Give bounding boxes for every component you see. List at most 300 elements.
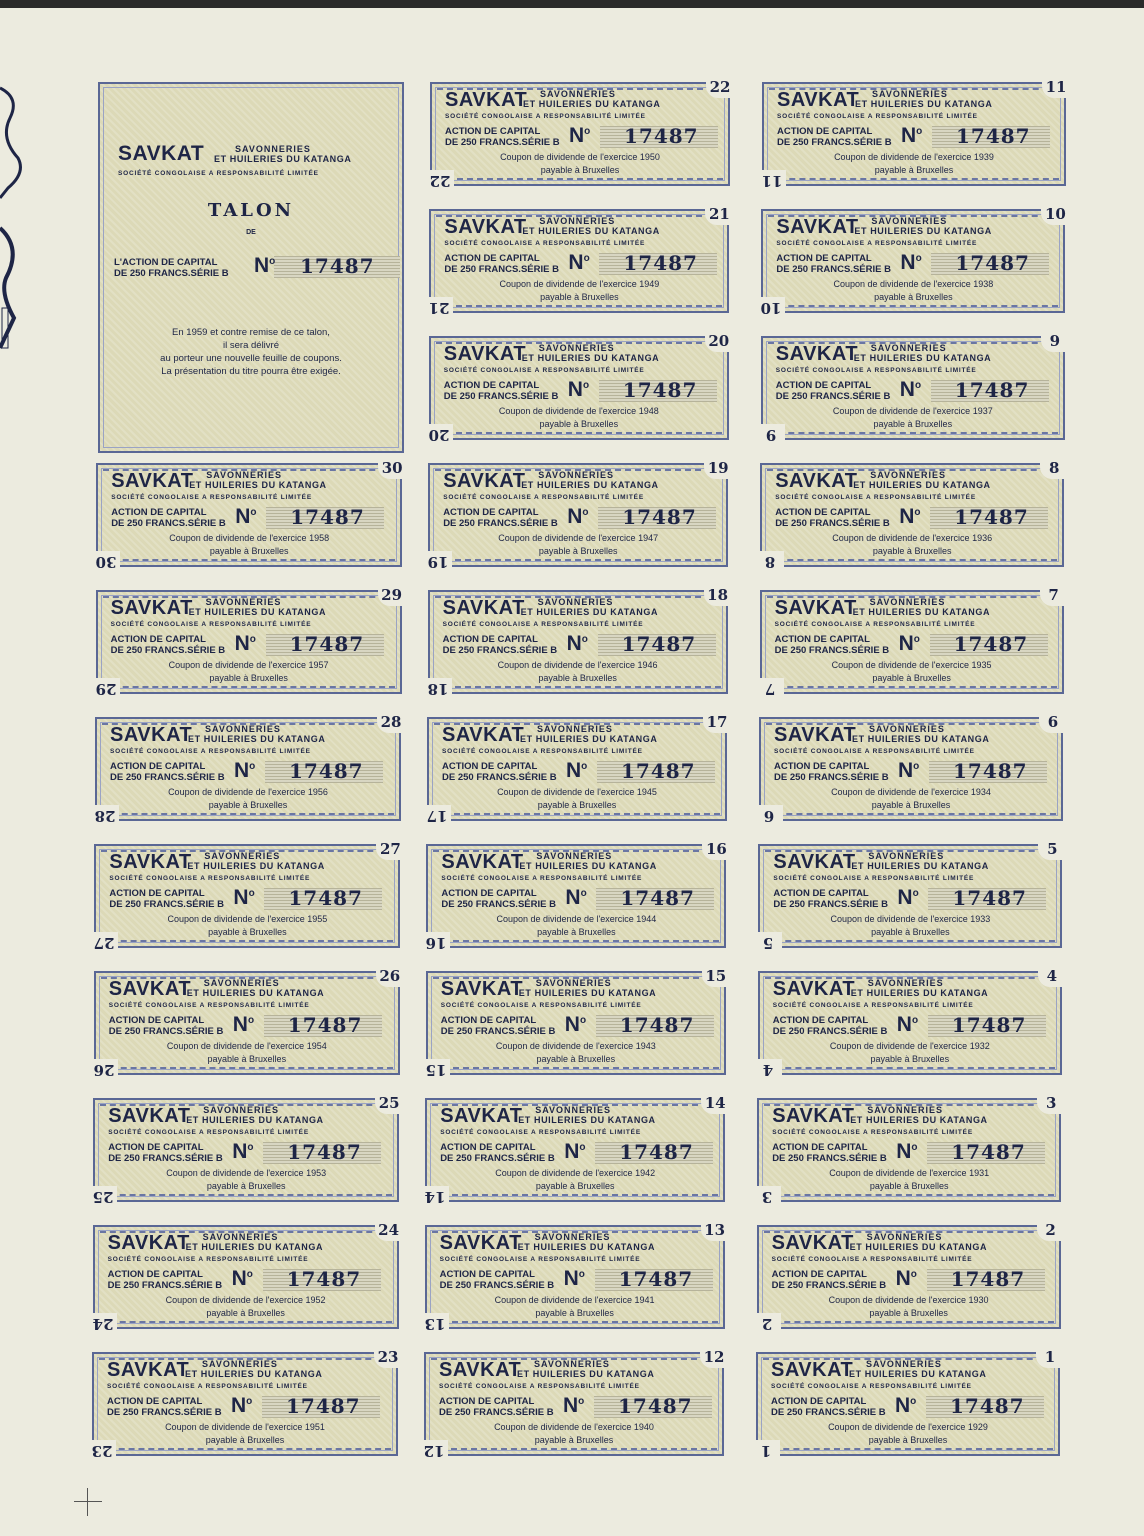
coupon-year: 1930 [968,1295,989,1305]
certificate-number: 17487 [289,759,364,783]
coupon-dividend-line: Coupon de dividende de l'exercice 1940 [494,1422,654,1432]
coupon-year: 1933 [970,914,991,924]
talon-notice-line: au porteur une nouvelle feuille de coupons. [160,353,342,364]
coupon-year: 1957 [308,660,329,670]
company-legal-form: SOCIÉTÉ CONGOLAISE A RESPONSABILITÉ LIMITÉE [111,494,312,501]
coupon-number-inverted: 5 [754,932,782,954]
action-label-line1: ACTION DE CAPITAL [774,634,870,645]
company-legal-form: SOCIÉTÉ CONGOLAISE A RESPONSABILITÉ LIMITÉE [442,621,644,628]
number-sign: $N^o$ [564,1140,586,1163]
certificate-number: 17487 [288,886,363,910]
dividend-coupon [91,1348,399,1460]
company-name-line2: ET HUILERIES DU KATANGA [853,480,991,490]
action-label-line1: ACTION DE CAPITAL [111,507,207,518]
number-sign: $N^o$ [234,632,256,655]
coupon-year: 1948 [638,406,659,416]
coupon-year: 1938 [973,279,994,289]
brand-logo: SAVKAT [774,724,857,746]
number-sign: $N^o$ [567,505,589,528]
coupon-dividend-line: Coupon de dividende de l'exercice 1937 [832,406,993,416]
certificate-number: 17487 [953,759,1028,783]
coupon-dividend-line: Coupon de dividende de l'exercice 1935 [831,660,992,670]
coupon-year: 1945 [636,787,657,797]
action-label-line2: DE 250 FRANCS.SÉRIE B [772,1026,888,1037]
coupon-number: 15 [702,965,730,987]
action-label-line2: DE 250 FRANCS.SÉRIE B [774,772,889,783]
coupon-dividend-line: Coupon de dividende de l'exercice 1939 [834,152,994,162]
dividend-coupon [761,332,1065,444]
talon-notice-line: La présentation du titre pourra être exigée. [161,366,341,377]
certificate-number: 17487 [623,251,698,275]
action-label-line1: ACTION DE CAPITAL [443,507,539,518]
action-label-line2: DE 250 FRANCS.SÉRIE B [442,645,558,656]
company-name-line2: ET HUILERIES DU KATANGA [186,1115,324,1125]
dividend-coupon [759,713,1063,825]
coupon-payable-line: payable à Bruxelles [537,927,616,937]
coupon-year: 1953 [306,1168,327,1178]
coupon-dividend-line: Coupon de dividende de l'exercice 1938 [833,279,994,289]
dividend-coupon [428,205,730,317]
coupon-number-inverted: 17 [423,805,451,827]
coupon-year: 1935 [971,660,992,670]
brand-logo: SAVKAT [441,851,524,873]
coupon-number: 7 [1040,584,1068,606]
certificate-number: 17487 [955,251,1030,275]
company-legal-form: SOCIÉTÉ CONGOLAISE A RESPONSABILITÉ LIMITÉE [107,1256,309,1263]
number-sign: $N^o$ [233,886,255,909]
coupon-dividend-line: Coupon de dividende de l'exercice 1954 [166,1041,327,1051]
coupon-number-inverted: 13 [421,1313,449,1335]
dividend-coupon [760,459,1064,571]
action-label-line1: ACTION DE CAPITAL [776,253,872,264]
certificate-number: 17487 [952,886,1027,910]
coupon-number: 18 [704,584,732,606]
action-label-line1: ACTION DE CAPITAL [109,888,205,899]
coupon-payable-line: payable à Bruxelles [209,673,288,683]
coupon-number: 3 [1037,1092,1065,1114]
company-legal-form: SOCIÉTÉ CONGOLAISE A RESPONSABILITÉ LIMITÉE [439,1383,640,1390]
coupon-year: 1937 [972,406,993,416]
number-sign: $N^o$ [234,759,256,782]
coupon-year: 1942 [635,1168,656,1178]
coupon-number: 14 [701,1092,729,1114]
company-legal-form: SOCIÉTÉ CONGOLAISE A RESPONSABILITÉ LIMITÉE [110,748,311,755]
certificate-number: 17487 [286,1394,361,1418]
action-label-line2: DE 250 FRANCS.SÉRIE B [775,391,891,402]
action-label-line1: ACTION DE CAPITAL [439,1269,535,1280]
company-legal-form: SOCIÉTÉ CONGOLAISE A RESPONSABILITÉ LIMITÉE [772,1002,974,1009]
company-name-line1: SAVONNERIES [869,597,946,607]
coupon-number-inverted: 4 [754,1059,782,1081]
company-legal-form: SOCIÉTÉ CONGOLAISE A RESPONSABILITÉ LIMITÉE [108,1002,310,1009]
brand-logo: SAVKAT [777,89,860,111]
left-ornament-fragment [0,78,26,378]
coupon-year: 1955 [307,914,328,924]
action-label-line2: DE 250 FRANCS.SÉRIE B [774,645,890,656]
certificate-number: 17487 [290,505,365,529]
company-legal-form: SOCIÉTÉ CONGOLAISE A RESPONSABILITÉ LIMITÉE [774,621,976,628]
coupon-dividend-line: Coupon de dividende de l'exercice 1958 [169,533,330,543]
coupon-number: 19 [704,457,732,479]
company-name-line1: SAVONNERIES [540,89,616,99]
talon-notice-line: En 1959 et contre remise de ce talon, [172,327,330,338]
coupon-number: 13 [701,1219,729,1241]
coupon-number-inverted: 28 [91,805,119,827]
number-sign: $N^o$ [232,1013,255,1036]
brand-logo: SAVKAT [444,216,527,238]
talon-stub [98,82,404,453]
brand-logo: SAVKAT [110,597,193,619]
company-name-line1: SAVONNERIES [869,724,945,734]
coupon-number-inverted: 11 [758,170,786,192]
certificate-number: 17487 [953,632,1029,656]
coupon-number: 9 [1041,330,1069,352]
number-sign: $N^o$ [900,251,922,274]
coupon-number-inverted: 9 [757,424,785,446]
company-name-line1: SAVONNERIES [872,89,948,99]
action-label-line1: ACTION DE CAPITAL [444,253,540,264]
certificate-number: 17487 [621,759,696,783]
company-legal-form: SOCIÉTÉ CONGOLAISE A RESPONSABILITÉ LIMITÉE [441,875,643,882]
company-name-line2: ET HUILERIES DU KATANGA [517,1369,655,1379]
action-label-line2: DE 250 FRANCS.SÉRIE B [108,1153,223,1164]
company-name-line1: SAVONNERIES [205,597,282,607]
coupon-payable-line: payable à Bruxelles [538,673,617,683]
company-legal-form: SOCIÉTÉ CONGOLAISE A RESPONSABILITÉ LIMITÉE [118,170,319,177]
certificate-number: 17487 [618,1267,694,1291]
action-label-line2: DE 250 FRANCS.SÉRIE B [111,518,226,529]
coupon-payable-line: payable à Bruxelles [869,1308,948,1318]
dividend-coupon [760,205,1066,317]
coupon-dividend-line: Coupon de dividende de l'exercice 1929 [828,1422,988,1432]
action-label-line1: ACTION DE CAPITAL [108,1142,204,1153]
company-name-line2: ET HUILERIES DU KATANGA [853,353,992,363]
company-legal-form: SOCIÉTÉ CONGOLAISE A RESPONSABILITÉ LIMITÉE [109,875,311,882]
coupon-payable-line: payable à Bruxelles [535,1308,614,1318]
company-name-line1: SAVONNERIES [866,1359,942,1369]
brand-logo: SAVKAT [773,851,856,873]
company-name-line1: SAVONNERIES [867,1105,944,1115]
action-label-line2: DE 250 FRANCS.SÉRIE B [439,1407,554,1418]
coupon-payable-line: payable à Bruxelles [872,546,952,556]
company-name-line2: ET HUILERIES DU KATANGA [850,1115,988,1125]
number-sign: $N^o$ [254,254,276,277]
coupon-year: 1943 [635,1041,656,1051]
action-label-line1: ACTION DE CAPITAL [108,1015,205,1026]
action-label-line1: ACTION DE CAPITAL [773,888,869,899]
action-label-line2: DE 250 FRANCS.SÉRIE B [772,1153,887,1164]
action-label-line2: DE 250 FRANCS.SÉRIE B [442,772,557,783]
coupon-number: 22 [706,76,734,98]
coupon-year: 1941 [634,1295,655,1305]
brand-logo: SAVKAT [445,89,528,111]
brand-logo: SAVKAT [442,597,525,619]
coupon-payable-line: payable à Bruxelles [871,927,950,937]
coupon-payable-line: payable à Bruxelles [208,927,287,937]
coupon-number: 29 [378,584,406,606]
action-label-line2: DE 250 FRANCS.SÉRIE B [439,1280,555,1291]
coupon-dividend-line: Coupon de dividende de l'exercice 1930 [828,1295,989,1305]
action-label-line1: ACTION DE CAPITAL [771,1269,867,1280]
certificate-number: 17487 [287,1140,362,1164]
coupon-dividend-line: Coupon de dividende de l'exercice 1956 [168,787,328,797]
company-legal-form: SOCIÉTÉ CONGOLAISE A RESPONSABILITÉ LIMITÉE [771,1256,973,1263]
brand-logo: SAVKAT [108,978,192,1000]
company-name-line1: SAVONNERIES [535,1105,612,1115]
action-label-line1: ACTION DE CAPITAL [110,761,206,772]
coupon-payable-line: payable à Bruxelles [873,419,953,429]
coupon-number-inverted: 23 [88,1440,116,1462]
number-sign: $N^o$ [563,1394,585,1417]
company-name-line2: ET HUILERIES DU KATANGA [186,988,325,998]
coupon-number: 20 [705,330,733,352]
number-sign: $N^o$ [899,505,921,528]
coupon-year: 1931 [969,1168,990,1178]
coupon-number-inverted: 20 [425,424,453,446]
certificate-number: 17487 [956,124,1031,148]
action-label-line1: ACTION DE CAPITAL [772,1142,868,1153]
number-sign: $N^o$ [899,378,922,401]
company-name-line2: ET HUILERIES DU KATANGA [518,988,657,998]
company-legal-form: SOCIÉTÉ CONGOLAISE A RESPONSABILITÉ LIMITÉE [444,240,646,247]
action-label-line1: ACTION DE CAPITAL [775,380,872,391]
coupon-dividend-line: Coupon de dividende de l'exercice 1934 [831,787,991,797]
certificate-number: 17487 [622,505,697,529]
coupon-payable-line: payable à Bruxelles [207,1054,287,1064]
company-name-line1: SAVONNERIES [205,724,281,734]
coupon-payable-line: payable à Bruxelles [535,1181,615,1191]
talon-title: TALON [207,200,295,221]
coupon-payable-line: payable à Bruxelles [205,1435,285,1445]
brand-logo: SAVKAT [775,470,858,492]
coupon-payable-line: payable à Bruxelles [874,292,953,302]
number-sign: $N^o$ [231,1267,253,1290]
company-name-line1: SAVONNERIES [203,1105,280,1115]
coupon-dividend-line: Coupon de dividende de l'exercice 1944 [496,914,657,924]
certificate-number: 17487 [950,1267,1026,1291]
company-legal-form: SOCIÉTÉ CONGOLAISE A RESPONSABILITÉ LIMITÉE [771,1383,972,1390]
action-label-line1: ACTION DE CAPITAL [107,1269,203,1280]
number-sign: $N^o$ [895,1267,917,1290]
coupon-dividend-line: Coupon de dividende de l'exercice 1931 [829,1168,990,1178]
company-name-line1: SAVONNERIES [870,470,947,480]
number-sign: $N^o$ [896,1140,918,1163]
dividend-coupon [758,967,1062,1079]
coupon-payable-line: payable à Bruxelles [206,1181,286,1191]
coupon-year: 1952 [305,1295,326,1305]
company-name-line1: SAVONNERIES [539,216,616,226]
action-label-line1: ACTION DE CAPITAL [442,761,538,772]
talon-notice [100,326,402,378]
coupon-payable-line: payable à Bruxelles [870,1054,950,1064]
coupon-number-inverted: 14 [421,1186,449,1208]
coupon-number: 5 [1038,838,1066,860]
action-label-line2: DE 250 FRANCS.SÉRIE B [107,1280,223,1291]
dividend-coupon [93,967,401,1079]
number-sign: $N^o$ [898,759,920,782]
coupon-number-inverted: 2 [753,1313,781,1335]
dividend-coupon [426,713,728,825]
talon-notice-line: il sera délivré [223,340,279,351]
number-sign: $N^o$ [567,378,590,401]
coupon-number: 23 [374,1346,402,1368]
coupon-payable-line: payable à Bruxelles [209,546,289,556]
talon-de: DE [246,229,256,236]
coupon-number-inverted: 7 [756,678,784,700]
brand-logo: SAVKAT [109,851,192,873]
dividend-coupon [427,586,729,698]
coupon-number: 16 [702,838,730,860]
company-name-line1: SAVONNERIES [204,851,281,861]
action-label-line2: DE 250 FRANCS.SÉRIE B [108,1026,224,1037]
coupon-dividend-line: Coupon de dividende de l'exercice 1932 [829,1041,990,1051]
certificate-number: 17487 [619,1013,695,1037]
company-name-line2: ET HUILERIES DU KATANGA [849,1242,988,1252]
coupon-dividend-line: Coupon de dividende de l'exercice 1957 [168,660,329,670]
coupon-number: 25 [375,1092,403,1114]
action-label-line1: ACTION DE CAPITAL [774,761,870,772]
company-name-line2: ET HUILERIES DU KATANGA [185,1242,324,1252]
company-name-line1: SAVONNERIES [538,343,615,353]
dividend-coupon [757,1094,1061,1206]
coupon-number: 17 [703,711,731,733]
company-name-line2: ET HUILERIES DU KATANGA [188,607,327,617]
coupon-payable-line: payable à Bruxelles [539,419,619,429]
number-sign: $N^o$ [898,632,920,655]
coupon-payable-line: payable à Bruxelles [534,1435,614,1445]
coupon-number: 4 [1038,965,1066,987]
brand-logo: SAVKAT [774,597,857,619]
action-label-line1: ACTION DE CAPITAL [771,1396,867,1407]
coupon-number-inverted: 27 [90,932,118,954]
brand-logo: SAVKAT [771,1359,854,1381]
action-label-line1: ACTION DE CAPITAL [445,126,541,137]
company-name-line1: SAVONNERIES [235,144,311,154]
company-name-line2: ET HUILERIES DU KATANGA [517,1242,656,1252]
number-sign: $N^o$ [901,124,923,147]
action-label-line1: ACTION DE CAPITAL [439,1396,535,1407]
coupon-number-inverted: 15 [422,1059,450,1081]
coupon-dividend-line: Coupon de dividende de l'exercice 1947 [498,533,659,543]
coupon-payable-line: payable à Bruxelles [537,800,617,810]
company-name-line2: ET HUILERIES DU KATANGA [187,861,325,871]
action-label-line1: ACTION DE CAPITAL [772,1015,869,1026]
coupon-year: 1934 [970,787,991,797]
action-label-line1: L'ACTION DE CAPITAL [114,257,218,268]
company-name-line2: ET HUILERIES DU KATANGA [185,1369,323,1379]
coupon-number-inverted: 25 [89,1186,117,1208]
coupon-number: 28 [377,711,405,733]
coupon-number: 2 [1037,1219,1065,1241]
coupon-number-inverted: 18 [424,678,452,700]
number-sign: $N^o$ [897,886,919,909]
coupon-payable-line: payable à Bruxelles [874,165,954,175]
coupon-year: 1932 [969,1041,990,1051]
coupon-year: 1949 [639,279,660,289]
action-label-line2: DE 250 FRANCS.SÉRIE B [445,137,560,148]
coupon-number-inverted: 29 [92,678,120,700]
company-name-line2: ET HUILERIES DU KATANGA [523,99,661,109]
dividend-coupon [95,459,403,571]
company-name-line2: ET HUILERIES DU KATANGA [518,1115,656,1125]
company-name-line2: ET HUILERIES DU KATANGA [520,734,658,744]
company-name-line1: SAVONNERIES [536,851,613,861]
certificate-number: 17487 [954,505,1029,529]
action-label-line1: ACTION DE CAPITAL [443,380,540,391]
dividend-coupon [760,586,1064,698]
coupon-payable-line: payable à Bruxelles [540,292,619,302]
brand-logo: SAVKAT [775,343,859,365]
crop-mark-icon [74,1488,102,1516]
company-legal-form: SOCIÉTÉ CONGOLAISE A RESPONSABILITÉ LIMITÉE [773,875,975,882]
coupon-dividend-line: Coupon de dividende de l'exercice 1950 [500,152,660,162]
company-name-line1: SAVONNERIES [870,343,947,353]
dividend-coupon [95,586,403,698]
company-name-line1: SAVONNERIES [206,470,283,480]
coupon-payable-line: payable à Bruxelles [536,1054,616,1064]
company-name-line1: SAVONNERIES [537,597,614,607]
company-legal-form: SOCIÉTÉ CONGOLAISE A RESPONSABILITÉ LIMITÉE [110,621,312,628]
company-name-line1: SAVONNERIES [867,978,944,988]
dividend-coupon [423,1348,725,1460]
number-sign: $N^o$ [231,1394,253,1417]
action-label-line1: ACTION DE CAPITAL [440,1015,537,1026]
number-sign: $N^o$ [895,1394,917,1417]
certificate-number: 17487 [954,378,1030,402]
company-legal-form: SOCIÉTÉ CONGOLAISE A RESPONSABILITÉ LIMITÉE [443,494,644,501]
certificate-number: 17487 [951,1140,1026,1164]
certificate-number: 17487 [622,378,698,402]
company-name-line1: SAVONNERIES [868,851,945,861]
action-label-line2: DE 250 FRANCS.SÉRIE B [440,1026,556,1037]
coupon-number: 8 [1040,457,1068,479]
dividend-coupon [756,1348,1060,1460]
action-label-line2: DE 250 FRANCS.SÉRIE B [776,264,891,275]
action-label-line2: DE 250 FRANCS.SÉRIE B [110,645,226,656]
coupon-payable-line: payable à Bruxelles [208,800,288,810]
brand-logo: SAVKAT [111,470,194,492]
coupon-number-inverted: 8 [756,551,784,573]
coupon-number: 11 [1042,76,1070,98]
company-name-line2: ET HUILERIES DU KATANGA [521,480,659,490]
coupon-number-inverted: 26 [90,1059,118,1081]
certificate-number: 17487 [621,632,697,656]
company-legal-form: SOCIÉTÉ CONGOLAISE A RESPONSABILITÉ LIMITÉE [439,1256,641,1263]
number-sign: $N^o$ [563,1267,585,1290]
company-name-line1: SAVONNERIES [538,470,615,480]
brand-logo: SAVKAT [776,216,859,238]
coupon-dividend-line: Coupon de dividende de l'exercice 1949 [499,279,660,289]
company-name-line2: ET HUILERIES DU KATANGA [519,861,657,871]
coupon-dividend-line: Coupon de dividende de l'exercice 1945 [497,787,657,797]
company-name-line2: ET HUILERIES DU KATANGA [214,154,352,164]
company-name-line1: SAVONNERIES [534,1359,610,1369]
number-sign: $N^o$ [569,124,591,147]
company-name-line1: SAVONNERIES [202,1232,279,1242]
action-label-line2: DE 250 FRANCS.SÉRIE B [441,899,556,910]
coupon-payable-line: payable à Bruxelles [538,546,618,556]
dividend-coupon [429,78,731,190]
dividend-coupon [758,840,1062,952]
certificate-number: 17487 [300,254,375,278]
company-name-line1: SAVONNERIES [537,724,613,734]
number-sign: $N^o$ [568,251,590,274]
coupon-number: 27 [376,838,404,860]
dividend-coupon [94,713,402,825]
company-name-line2: ET HUILERIES DU KATANGA [189,480,327,490]
coupon-number: 30 [378,457,406,479]
brand-logo: SAVKAT [439,1232,522,1254]
